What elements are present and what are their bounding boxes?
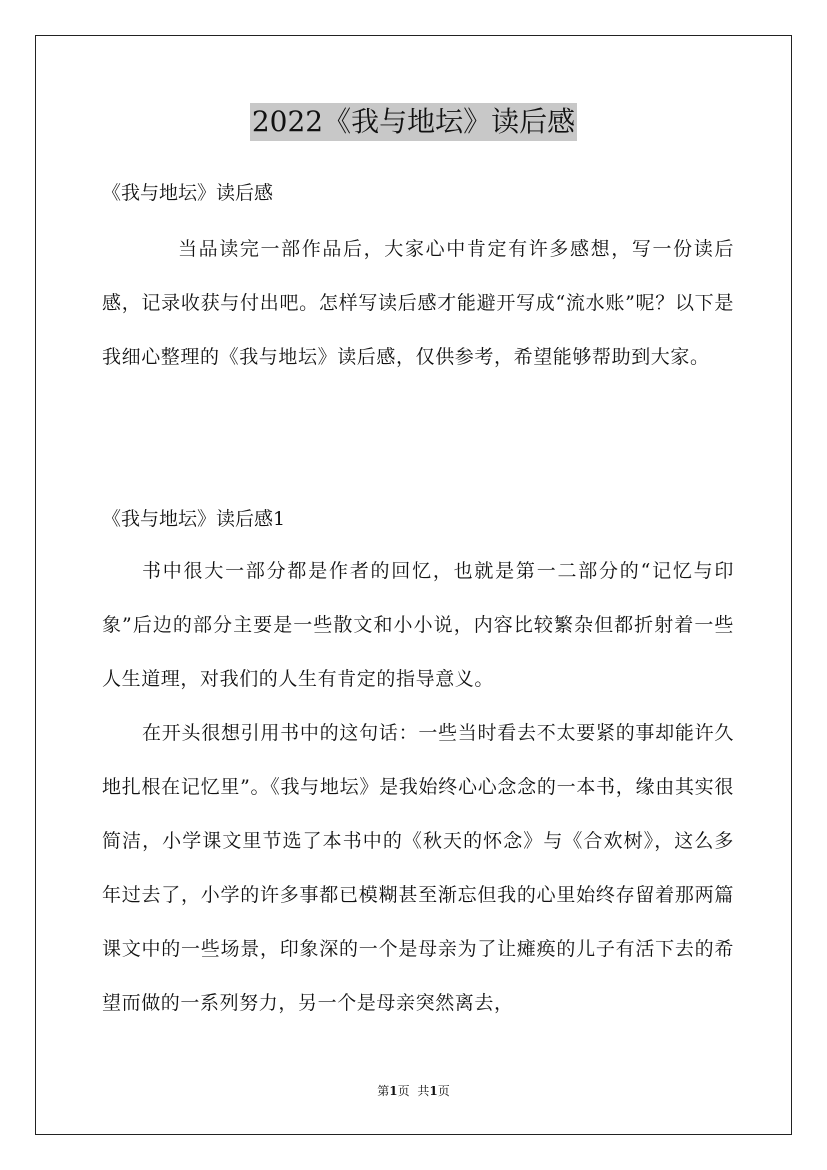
page-footer <box>0 1083 827 1099</box>
section1-heading: 《我与地坛》读后感1 <box>102 508 286 530</box>
footer-page-suffix: 页 <box>397 1084 410 1098</box>
footer-page-number: 1 <box>389 1084 398 1098</box>
title-container <box>0 103 827 141</box>
intro-heading: 《我与地坛》读后感 <box>102 182 274 204</box>
footer-page-prefix: 第 <box>377 1084 390 1098</box>
section1-paragraph-2: 在开头很想引用书中的这句话：一些当时看去不太要紧的事却能许久地扎根在记忆里”。《我与地坛》是我始终心心念念的一本书，缘由其实很简洁，小学课文里节选了本书中的《秋天的怀念》与《合欢树》，这么多年过去了，小学的许多事都已模糊甚至渐忘但我的心里始终存留着那两篇课文中的一些场景，印象深的一个是母亲为了让瘫痪的儿子有活下去的希望而做的一系列努力，另一个是母亲突然离去， <box>102 722 734 1014</box>
document-title: 2022《我与地坛》读后感 <box>250 103 577 141</box>
intro-paragraph: 当品读完一部作品后，大家心中肯定有许多感想，写一份读后感，记录收获与付出吧。怎样写读后感才能避开写成“流水账”呢？以下是我细心整理的《我与地坛》读后感，仅供参考，希望能够帮助到大家。 <box>102 238 734 368</box>
footer-total-prefix: 共 <box>417 1084 430 1098</box>
footer-total-number: 1 <box>429 1084 438 1098</box>
footer-total-suffix: 页 <box>437 1084 450 1098</box>
section1-paragraph-1: 书中很大一部分都是作者的回忆，也就是第一二部分的“记忆与印象”后边的部分主要是一些散文和小小说，内容比较繁杂但都折射着一些人生道理，对我们的人生有肯定的指导意义。 <box>102 560 734 690</box>
